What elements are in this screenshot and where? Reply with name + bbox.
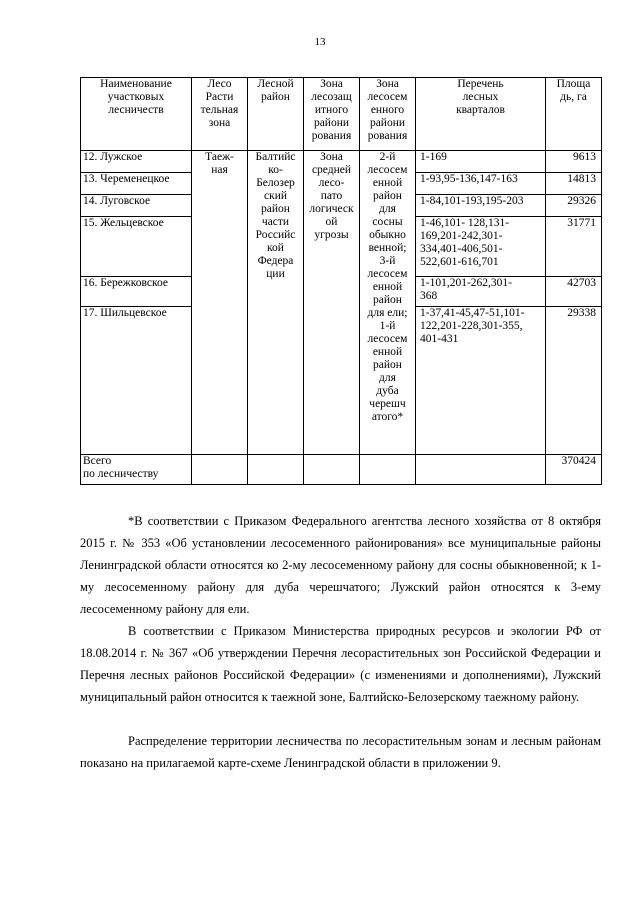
zone-cell: Таеж- ная xyxy=(192,151,248,455)
row-name: 15. Жельцевское xyxy=(81,217,192,277)
footnote-paragraph: *В соответствии с Приказом Федерального агентства лесного хозяйства от 8 октября 2015 г. № 353 «Об установлении лесосеменного районирования» все муниципальные районы Ленинградской области относятся ко 2-му лесосеменному району для сосны обыкновенной; к 1-му лесосеменному району для дуба черешчатого; Лужский район относятся к 3-ему лесосеменному району для ели. xyxy=(80,514,601,616)
row-area: 42703 xyxy=(546,277,602,307)
row-quarters: 1-93,95-136,147-163 xyxy=(416,173,546,195)
empty-cell xyxy=(192,455,248,485)
row-name: 16. Бережковское xyxy=(81,277,192,307)
table-header-row xyxy=(81,78,602,151)
row-area: 29338 xyxy=(546,307,602,455)
row-quarters: 1-84,101-193,195-203 xyxy=(416,195,546,217)
header-region: Лесной район xyxy=(248,78,304,151)
header-seed-zone: Зона лесосем енного райони рования xyxy=(360,78,416,151)
row-quarters: 1-169 xyxy=(416,151,546,173)
total-area: 370424 xyxy=(546,455,602,485)
row-area: 9613 xyxy=(546,151,602,173)
total-label: Всего по лесничеству xyxy=(81,455,192,485)
row-name: 17. Шильцевское xyxy=(81,307,192,455)
seed-zone-cell: 2-й лесосем енной район для сосны обыкно венной; 3-й лесосем енной район для ели; 1-й лесосем енной район для дуба черешч атого* xyxy=(360,151,416,455)
row-area: 29326 xyxy=(546,195,602,217)
header-protection-zone: Зона лесозащ итного райони рования xyxy=(304,78,360,151)
header-quarters: Перечень лесных кварталов xyxy=(416,78,546,151)
row-quarters: 1-37,41-45,47-51,101- 122,201-228,301-355, 401-431 xyxy=(416,307,546,455)
header-zone: Лесо Расти тельная зона xyxy=(192,78,248,151)
region-cell: Балтийс ко- Белозер ский район части Российс кой Федера ции xyxy=(248,151,304,455)
empty-cell xyxy=(248,455,304,485)
row-area: 14813 xyxy=(546,173,602,195)
empty-cell xyxy=(416,455,546,485)
empty-cell xyxy=(304,455,360,485)
table-row xyxy=(81,151,602,173)
row-area: 31771 xyxy=(546,217,602,277)
empty-cell xyxy=(360,455,416,485)
order-paragraph: В соответствии с Приказом Министерства природных ресурсов и экологии РФ от 18.08.2014 г. № 367 «Об утверждении Перечня лесорастительных зон Российской Федерации и Перечня лесных районов Российской Федерации» (с изменениями и дополнениями), Лужский муниципальный район относится к таежной зоне, Балтийско-Белозерскому таежному району. xyxy=(80,624,601,704)
row-quarters: 1-46,101- 128,131- 169,201-242,301- 334,401-406,501- 522,601-616,701 xyxy=(416,217,546,277)
table-total-row xyxy=(81,455,602,485)
protection-zone-cell: Зона средней лесо- пато логическ ой угрозы xyxy=(304,151,360,455)
header-area: Площа дь, га xyxy=(546,78,602,151)
row-quarters: 1-101,201-262,301- 368 xyxy=(416,277,546,307)
row-name: 14. Луговское xyxy=(81,195,192,217)
row-name: 13. Череменецкое xyxy=(81,173,192,195)
page-number: 13 xyxy=(314,36,326,48)
header-name: Наименование участковых лесничеств xyxy=(81,78,192,151)
row-name: 12. Лужское xyxy=(81,151,192,173)
map-reference-paragraph: Распределение территории лесничества по лесорастительным зонам и лесным районам показано на прилагаемой карте-схеме Ленинградской области в приложении 9. xyxy=(80,734,601,770)
forestry-table xyxy=(80,77,602,485)
